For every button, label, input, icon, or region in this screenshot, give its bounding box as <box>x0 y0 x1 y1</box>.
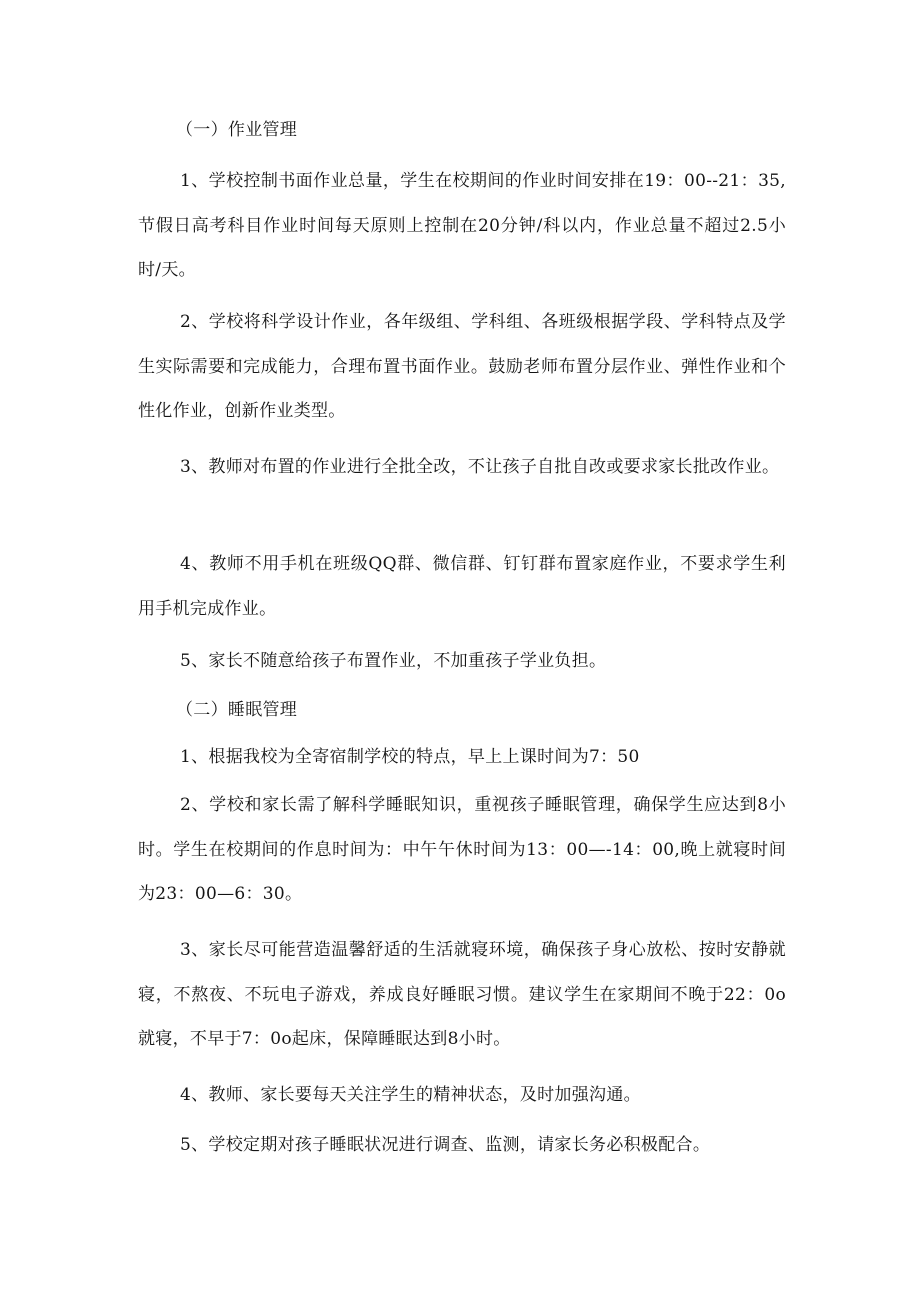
section-heading-homework: （一）作业管理 <box>176 120 298 140</box>
homework-item-2: 2、学校将科学设计作业，各年级组、学科组、各班级根据学段、学科特点及学生实际需要和完成能力，合理布置书面作业。鼓励老师布置分层作业、弹性作业和个性化作业，创新作业类型。 <box>138 312 786 421</box>
homework-item-1: 1、学校控制书面作业总量，学生在校期间的作业时间安排在19：00--21：35,节假日高考科目作业时间每天原则上控制在20分钟/科以内，作业总量不超过2.5小时/天。 <box>138 171 786 280</box>
sleep-item-3: 3、家长尽可能营造温馨舒适的生活就寝环境，确保孩子身心放松、按时安静就寝，不熬夜、不玩电子游戏，养成良好睡眠习惯。建议学生在家期间不晚于22：0o就寝，不早于7：0o起床，保障睡眠达到8小时。 <box>138 940 786 1049</box>
sleep-item-1: 1、根据我校为全寄宿制学校的特点，早上上课时间为7：50 <box>180 747 640 767</box>
homework-item-3: 3、教师对布置的作业进行全批全改，不让孩子自批自改或要求家长批改作业。 <box>180 457 780 477</box>
sleep-item-5: 5、学校定期对孩子睡眠状况进行调查、监测，请家长务必积极配合。 <box>180 1135 711 1155</box>
sleep-item-2: 2、学校和家长需了解科学睡眠知识，重视孩子睡眠管理，确保学生应达到8小时。学生在校期间的作息时间为：中午午休时间为13：00—-14：00,晚上就寝时间为23：00—6：30。 <box>138 795 786 904</box>
homework-item-5: 5、家长不随意给孩子布置作业，不加重孩子学业负担。 <box>180 651 607 671</box>
section-heading-sleep: （二）睡眠管理 <box>176 700 298 720</box>
sleep-item-4: 4、教师、家长要每天关注学生的精神状态，及时加强沟通。 <box>180 1085 641 1105</box>
homework-item-4: 4、教师不用手机在班级QQ群、微信群、钉钉群布置家庭作业，不要求学生利用手机完成作业。 <box>138 554 786 619</box>
